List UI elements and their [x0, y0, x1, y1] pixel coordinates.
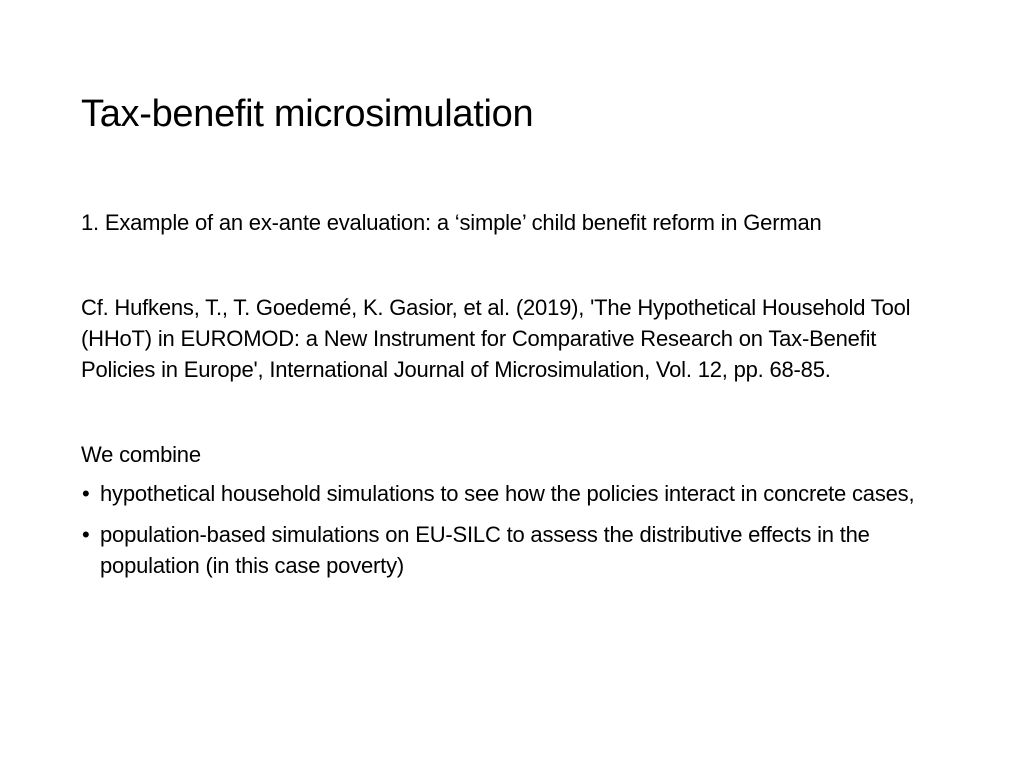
spacer: [81, 385, 941, 439]
lead-paragraph: We combine: [81, 442, 201, 467]
bullet-text: hypothetical household simulations to see how the policies interact in concrete cases,: [100, 481, 915, 506]
slide-title: Tax-benefit microsimulation: [81, 93, 534, 135]
bullet-list: [81, 478, 941, 581]
spacer: [81, 238, 941, 292]
list-item: [81, 478, 941, 509]
bullet-text: population-based simulations on EU-SILC to assess the distributive effects in the population (in this case poverty): [100, 522, 870, 578]
citation-paragraph: Cf. Hufkens, T., T. Goedemé, K. Gasior, et al. (2019), 'The Hypothetical Household Tool (HHoT) in EUROMOD: a New Instrument for Comparative Research on Tax-Benefit Policies in Europe', International Journal of Microsimulation, Vol. 12, pp. 68-85.: [81, 295, 911, 382]
intro-paragraph: 1. Example of an ex-ante evaluation: a ‘simple’ child benefit reform in German: [81, 210, 822, 235]
slide-body: [81, 207, 941, 591]
list-item: [81, 519, 941, 581]
bullet-icon: •: [82, 522, 90, 547]
bullet-icon: •: [82, 481, 90, 506]
